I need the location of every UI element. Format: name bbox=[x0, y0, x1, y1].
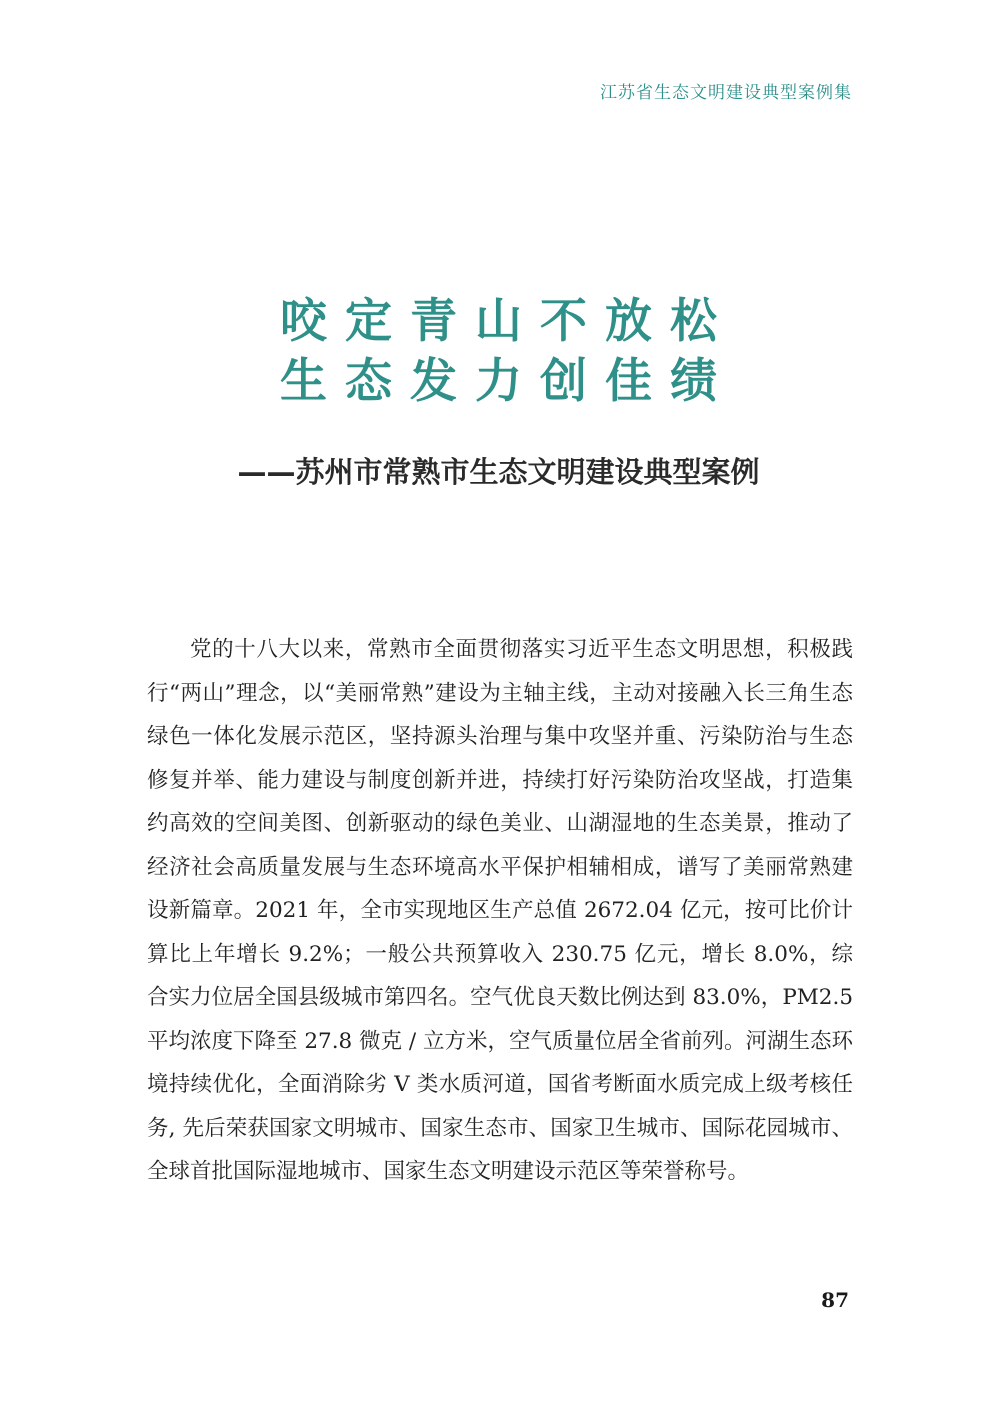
article-body bbox=[147, 628, 853, 1194]
article-title bbox=[0, 292, 997, 412]
title-line-2: 生态发力创佳绩 bbox=[280, 354, 735, 409]
article-subtitle: ——苏州市常熟市生态文明建设典型案例 bbox=[237, 455, 760, 489]
body-paragraph: 党的十八大以来，常熟市全面贯彻落实习近平生态文明思想，积极践行“两山”理念，以“美丽常熟”建设为主轴主线，主动对接融入长三角生态绿色一体化发展示范区，坚持源头治理与集中攻坚并重、污染防治与生态修复并举、能力建设与制度创新并进，持续打好污染防治攻坚战，打造集约高效的空间美图、创新驱动的绿色美业、山湖湿地的生态美景，推动了经济社会高质量发展与生态环境高水平保护相辅相成，谱写了美丽常熟建设新篇章。2021 年，全市实现地区生产总值 2672.04 亿元，按可比价计算比上年增长 9.2%；一般公共预算收入 230.75 亿元，增长 8.0%，综合实力位居全国县级城市第四名。空气优良天数比例达到 83.0%，PM2.5 平均浓度下降至 27.8 微克 / 立方米，空气质量位居全省前列。河湖生态环境持续优化，全面消除劣 V 类水质河道，国省考断面水质完成上级考核任务, 先后荣获国家文明城市、国家生态市、国家卫生城市、国际花园城市、全球首批国际湿地城市、国家生态文明建设示范区等荣誉称号。 bbox=[147, 637, 853, 1184]
title-line-1: 咬定青山不放松 bbox=[280, 294, 735, 349]
page-number: 87 bbox=[821, 1288, 849, 1312]
running-header: 江苏省生态文明建设典型案例集 bbox=[600, 83, 852, 103]
